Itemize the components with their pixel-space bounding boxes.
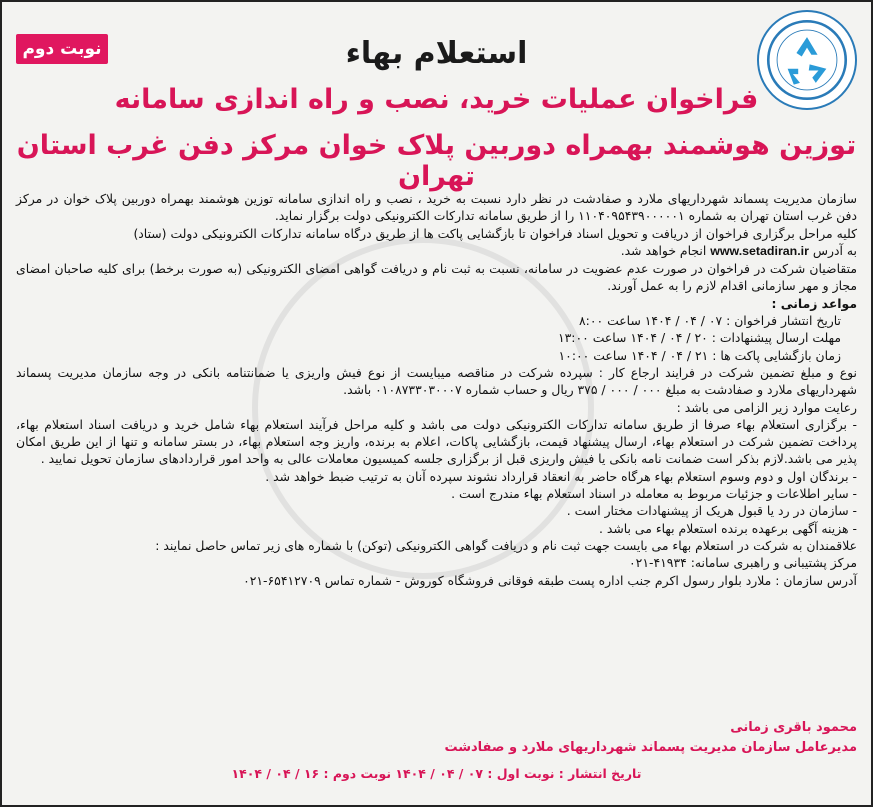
paragraph-guarantee: نوع و مبلغ تضمین شرکت در فرایند ارجاع کار : سپرده شرکت در مناقصه میبایست از نوع فیش واریزی یا ضمانتنامه بانکی در وجه سازمان مدیریت پسماند شهرداریهای ملارد و صفادشت به مبلغ ۰۰۰ / ۰۰۰ / ۳۷۵ ریال و حساب شماره ۰۱۰۸۷۳۳۰۳۰۰۰۷ باشد.	[16, 364, 857, 398]
dates-title: مواعد زمانی :	[771, 295, 857, 311]
list-item: - سازمان در رد یا قبول هریک از پیشنهادات مختار است .	[566, 503, 857, 519]
date-publish: تاریخ انتشار فراخوان : ۰۷ / ۰۴ / ۱۴۰۴ ساعت ۸:۰۰	[579, 313, 841, 329]
paragraph-contact: علاقمندان به شرکت در استعلام بهاء می بایست جهت ثبت نام و دریافت گواهی الکترونیکی (توکن) با شماره های زیر تماس حاصل نمایند :	[155, 537, 857, 553]
paragraph-intro: سازمان مدیریت پسماند شهرداریهای ملارد و صفادشت در نظر دارد نسبت به خرید ، نصب و راه اندازی سامانه توزین هوشمند بهمراه دوربین پلاک خوان در مرکز دفن غرب استان تهران به شماره ۱۱۰۴۰۹۵۴۳۹۰۰۰۰۰۱ را از طریق سامانه تدارکات الکترونیکی دولت برگزار نماید.	[16, 191, 857, 224]
address-prefix: به آدرس	[812, 242, 857, 258]
organization-address: آدرس سازمان : ملارد بلوار رسول اکرم جنب اداره پست طبقه فوقانی فروشگاه کوروش - شماره تماس ۶۵۴۱۲۷۰۹-۰۲۱	[243, 572, 857, 588]
page-subtitle-2: توزین هوشمند بهمراه دوربین پلاک خوان مرکز دفن غرب استان تهران	[16, 130, 857, 192]
header	[2, 2, 871, 192]
support-center: مرکز پشتیبانی و راهبری سامانه: ۴۱۹۳۴-۰۲۱	[629, 555, 857, 571]
list-item: - سایر اطلاعات و جزئیات مربوط به معامله در اسناد استعلام بهاء مندرج است .	[451, 486, 857, 502]
announcement-body	[16, 190, 857, 589]
list-item: - برگزاری استعلام بهاء صرفا از طریق سامانه تدارکات الکترونیکی دولت می باشد و کلیه مراحل فرآیند استعلام بهاء شامل خرید و دریافت اسناد استعلام بهاء، پرداخت تضمین شرکت در استعلام بهاء، ارسال پیشنهاد قیمت، بازگشایی پاکات، اعلام به برنده، واریز وجه استعلام بهاء، در بستر سامانه و تنها از این طریق امکان پذیر می باشد.لازم بذکر است ضمانت نامه بانکی یا فیش واریزی قبل از برگزاری جلسه کمیسیون معاملات عالی به واحد امور قراردادهای سازمان تحویل نمایید .	[16, 416, 857, 467]
setad-link[interactable]: www.setadiran.ir	[710, 243, 809, 258]
address-suffix: انجام خواهد شد.	[620, 242, 707, 258]
date-opening: زمان بازگشایی پاکت ها : ۲۱ / ۰۴ / ۱۴۰۴ ساعت ۱۰:۰۰	[558, 347, 841, 363]
issue-badge: نوبت دوم	[16, 34, 108, 64]
page-subtitle-1: فراخوان عملیات خرید، نصب و راه اندازی سامانه	[114, 84, 759, 115]
signer-name: محمود باقری زمانی	[730, 720, 857, 735]
list-item: - برندگان اول و دوم وسوم استعلام بهاء هرگاه حاضر به انعقاد قرارداد نشوند سپرده آنان به ترتیب ضبط خواهد شد .	[265, 468, 857, 484]
paragraph-requirements: رعایت موارد زیر الزامی می باشد :	[676, 399, 857, 415]
signer-role: مدیرعامل سازمان مدیریت پسماند شهرداریهای ملارد و صفادشت	[444, 740, 857, 755]
paragraph-applicants: متقاضیان شرکت در فراخوان در صورت عدم عضویت در سامانه، نسبت به ثبت نام و دریافت گواهی امضای الکترونیکی (به صورت برخط) برای کلیه صاحبان امضای مجاز و مهر سازمانی اقدام لازم را به عمل آورند.	[16, 261, 857, 294]
paragraph-address	[16, 242, 857, 260]
date-deadline: مهلت ارسال پیشنهادات : ۲۰ / ۰۴ / ۱۴۰۴ ساعت ۱۳:۰۰	[557, 330, 841, 346]
signature-block	[444, 718, 857, 758]
list-item: - هزینه آگهی برعهده برنده استعلام بهاء می باشد .	[599, 520, 857, 536]
paragraph-process: کلیه مراحل برگزاری فراخوان از دریافت و تحویل اسناد فراخوان تا بازگشایی پاکت ها از طریق درگاه سامانه تدارکات الکترونیکی دولت (ستاد)	[133, 225, 857, 241]
page-title: استعلام بهاء	[345, 36, 528, 71]
publish-dates-footer: تاریخ انتشار : نوبت اول : ۰۷ / ۰۴ / ۱۴۰۴ نوبت دوم : ۱۶ / ۰۴ / ۱۴۰۴	[231, 766, 642, 781]
